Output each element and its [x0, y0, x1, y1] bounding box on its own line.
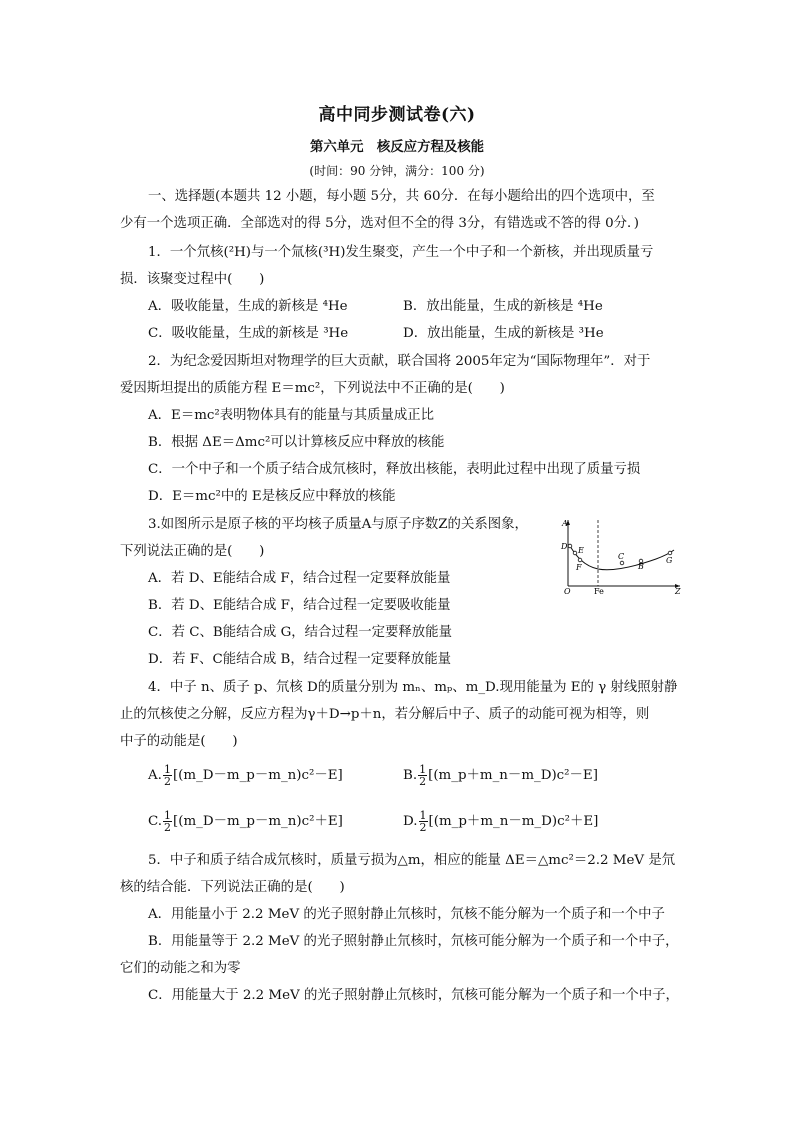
- unit-title: 第六单元 核反应方程及核能: [309, 139, 485, 155]
- q4-option-a-label: A.: [148, 768, 162, 783]
- q5-stem-line2: 核的结合能．下列说法正确的是( ): [120, 880, 345, 895]
- time-info: (时间：90 分钟，满分：100 分): [309, 164, 485, 178]
- q3-option-a: A．若 D、E能结合成 F，结合过程一定要释放能量: [148, 571, 451, 586]
- q1-stem-line1: 1．一个氘核(²H)与一个氚核(³H)发生聚变，产生一个中子和一个新核，并出现质量亏: [148, 245, 654, 260]
- point-g: [668, 551, 672, 555]
- point-c: [620, 561, 624, 565]
- q1-option-d: D．放出能量，生成的新核是 ³He: [403, 326, 604, 341]
- point-d: [568, 544, 572, 548]
- q4-option-d-label: D.: [403, 814, 418, 829]
- label-b: B: [638, 562, 644, 571]
- q4-option-c-label: C.: [148, 814, 163, 829]
- q5-option-b-line2: 它们的动能之和为零: [120, 961, 241, 976]
- q2-option-d: D．E＝mc²中的 E是核反应中释放的核能: [148, 489, 396, 504]
- q4-option-d: [403, 810, 598, 833]
- q5-option-a: A．用能量小于 2.2 MeV 的光子照射静止氘核时，氘核不能分解为一个质子和一个中子: [148, 907, 665, 922]
- section-intro-line1: 一、选择题(本题共 12 小题，每小题 5分，共 60分．在每小题给出的四个选项中，至: [148, 189, 655, 204]
- q4-option-d-expr: [(m_p＋m_n－m_D)c²＋E]: [428, 814, 599, 829]
- q3-stem-line2: 下列说法正确的是( ): [120, 544, 265, 559]
- q2-option-a: A．E＝mc²表明物体具有的能量与其质量成正比: [148, 408, 435, 423]
- q3-figure: [556, 516, 684, 596]
- q5-option-b-line1: B．用能量等于 2.2 MeV 的光子照射静止氘核时，氘核可能分解为一个质子和一个中子，: [148, 934, 679, 949]
- q4-option-a: [148, 764, 343, 787]
- q3-option-c: C．若 C、B能结合成 G，结合过程一定要释放能量: [148, 625, 452, 640]
- q2-stem-line2: 爱因斯坦提出的质能方程 E＝mc²，下列说法中不正确的是( ): [120, 381, 505, 396]
- page-title: 高中同步测试卷(六): [318, 105, 476, 125]
- fe-label: Fe: [594, 587, 604, 596]
- q4-option-c: [148, 810, 343, 833]
- q5-stem-line1: 5．中子和质子结合成氘核时，质量亏损为△m，相应的能量 ΔE＝△mc²＝2.2 MeV 是氘: [148, 853, 676, 868]
- axis-label-z: Z: [675, 587, 681, 596]
- q1-stem-line2: 损．该聚变过程中( ): [120, 272, 265, 287]
- q2-option-b: B．根据 ΔE＝Δmc²可以计算核反应中释放的核能: [148, 435, 445, 450]
- point-f: [578, 558, 582, 562]
- axis-label-a: A: [562, 519, 568, 528]
- q4-stem-line1: 4．中子 n、质子 p、氘核 D的质量分别为 mₙ、mₚ、m_D.现用能量为 E的 γ 射线照射静: [148, 680, 678, 695]
- q4-option-a-expr: [(m_D－m_p－m_n)c²－E]: [172, 768, 343, 783]
- label-e: E: [578, 546, 584, 555]
- q2-stem-line1: 2．为纪念爱因斯坦对物理学的巨大贡献，联合国将 2005年定为“国际物理年”．对于: [148, 354, 651, 369]
- fraction-half: $\frac{1}{2}$: [419, 763, 427, 788]
- label-c: C: [618, 552, 625, 561]
- q1-option-a: A．吸收能量，生成的新核是 ⁴He: [148, 299, 348, 314]
- fraction-half: $\frac{1}{2}$: [164, 809, 172, 834]
- label-f: F: [576, 563, 582, 572]
- q4-stem-line3: 中子的动能是( ): [120, 734, 238, 749]
- q1-option-b: B．放出能量，生成的新核是 ⁴He: [403, 299, 603, 314]
- q4-option-b-expr: [(m_p＋m_n－m_D)c²－E]: [428, 768, 598, 783]
- q3-option-b: B．若 D、E能结合成 F，结合过程一定要吸收能量: [148, 598, 451, 613]
- fraction-half: $\frac{1}{2}$: [419, 809, 427, 834]
- q1-option-c: C．吸收能量，生成的新核是 ³He: [148, 326, 349, 341]
- q3-option-d: D．若 F、C能结合成 B，结合过程一定要释放能量: [148, 652, 452, 667]
- q4-option-b: [403, 764, 598, 787]
- q4-stem-line2: 止的氘核使之分解，反应方程为γ＋D→p＋n，若分解后中子、质子的动能可视为相等，则: [120, 707, 650, 722]
- q4-option-c-expr: [(m_D－m_p－m_n)c²＋E]: [173, 814, 343, 829]
- fraction-half: $\frac{1}{2}$: [163, 763, 171, 788]
- origin-label: O: [564, 587, 571, 596]
- label-d: D: [561, 542, 568, 551]
- point-e: [573, 551, 577, 555]
- q4-option-b-label: B.: [403, 768, 418, 783]
- section-intro-line2: 少有一个选项正确．全部选对的得 5分，选对但不全的得 3分，有错选或不答的得 0分．): [120, 216, 639, 231]
- q2-option-c: C．一个中子和一个质子结合成氘核时，释放出核能，表明此过程中出现了质量亏损: [148, 462, 641, 477]
- q5-option-c-line1: C．用能量大于 2.2 MeV 的光子照射静止氘核时，氘核可能分解为一个质子和一个中子，: [148, 988, 679, 1003]
- label-g: G: [666, 556, 673, 565]
- q3-stem-line1: 3.如图所示是原子核的平均核子质量A与原子序数Z的关系图象，: [148, 517, 528, 532]
